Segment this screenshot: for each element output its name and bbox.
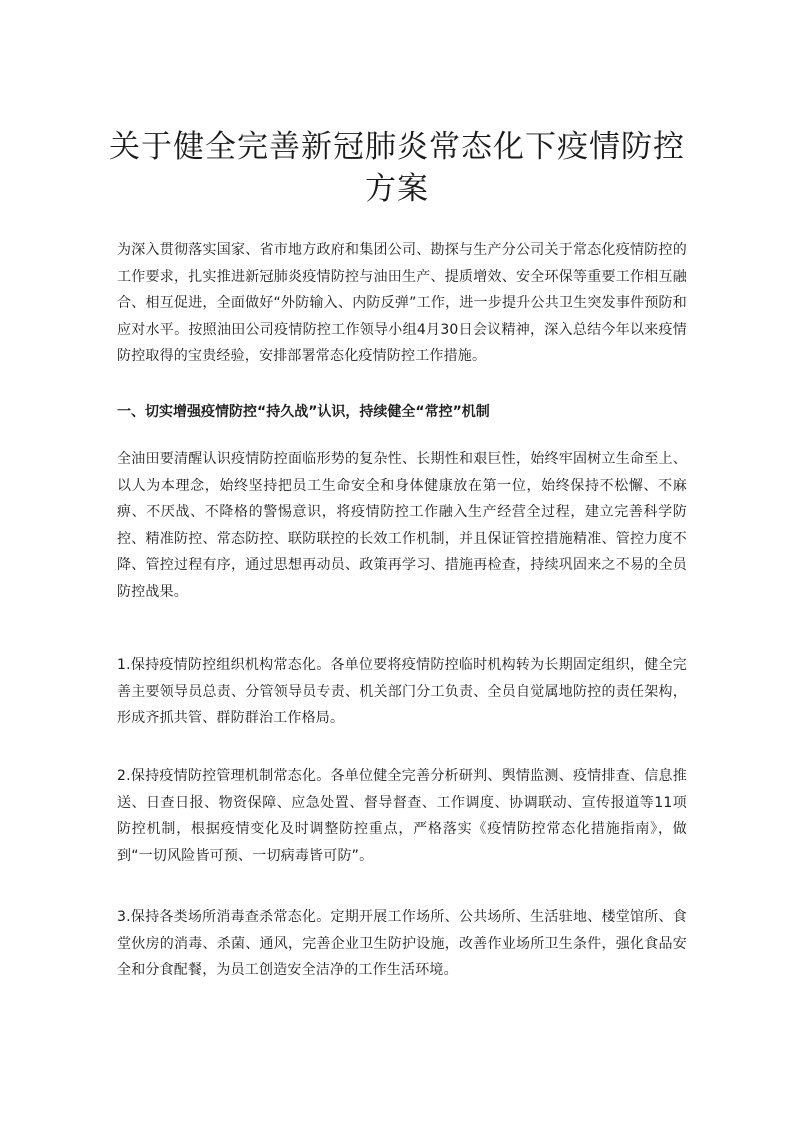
item2-paragraph: 2.保持疫情防控管理机制常态化。各单位健全完善分析研判、舆情监测、疫情排查、信息推送、日查日报、物资保障、应急处置、督导督查、工作调度、协调联动、宣传报道等11项防控机制，根据疫情变化及时调整防控重点，严格落实《疫情防控常态化措施指南》，做到“一切风险皆可预、一切病毒皆可防”。 [117,768,687,864]
item3-paragraph: 3.保持各类场所消毒查杀常态化。定期开展工作场所、公共场所、生活驻地、楼堂馆所、食堂伙房的消毒、杀菌、通风，完善企业卫生防护设施，改善作业场所卫生条件，强化食品安全和分食配餐，为员工创造安全洁净的工作生活环境。 [117,909,687,978]
item1-paragraph: 1.保持疫情防控组织机构常态化。各单位要将疫情防控临时机构转为长期固定组织，健全完善主要领导员总责、分管领导员专责、机关部门分工负责、全员自觉属地防控的责任架构，形成齐抓共管、群防群治工作格局。 [117,657,687,726]
section1-heading: 一、切实增强疫情防控“持久战”认识，持续健全“常控”机制 [117,404,490,420]
section1-paragraph: 全油田要清醒认识疫情防控面临形势的复杂性、长期性和艰巨性，始终牢固树立生命至上、以人为本理念，始终坚持把员工生命安全和身体健康放在第一位，始终保持不松懈、不麻痹、不厌战、不降格的警惕意识，将疫情防控工作融入生产经营全过程，建立完善科学防控、精准防控、常态防控、联防联控的长效工作机制，并且保证管控措施精准、管控力度不降、管控过程有序，通过思想再动员、政策再学习、措施再检查，持续巩固来之不易的全员防控战果。 [117,451,687,600]
intro-paragraph: 为深入贯彻落实国家、省市地方政府和集团公司、勘探与生产分公司关于常态化疫情防控的工作要求，扎实推进新冠肺炎疫情防控与油田生产、提质增效、安全环保等重要工作相互融合、相互促进，全面做好“外防输入、内防反弹”工作，进一步提升公共卫生突发事件预防和应对水平。按照油田公司疫情防控工作领导小组4月30日会议精神，深入总结今年以来疫情防控取得的宝贵经验，安排部署常态化疫情防控工作措施。 [117,242,687,364]
document-title-line1: 关于健全完善新冠肺炎常态化下疫情防控 [109,129,685,165]
document-title-line2: 方案 [365,171,429,207]
document-title [100,126,694,210]
